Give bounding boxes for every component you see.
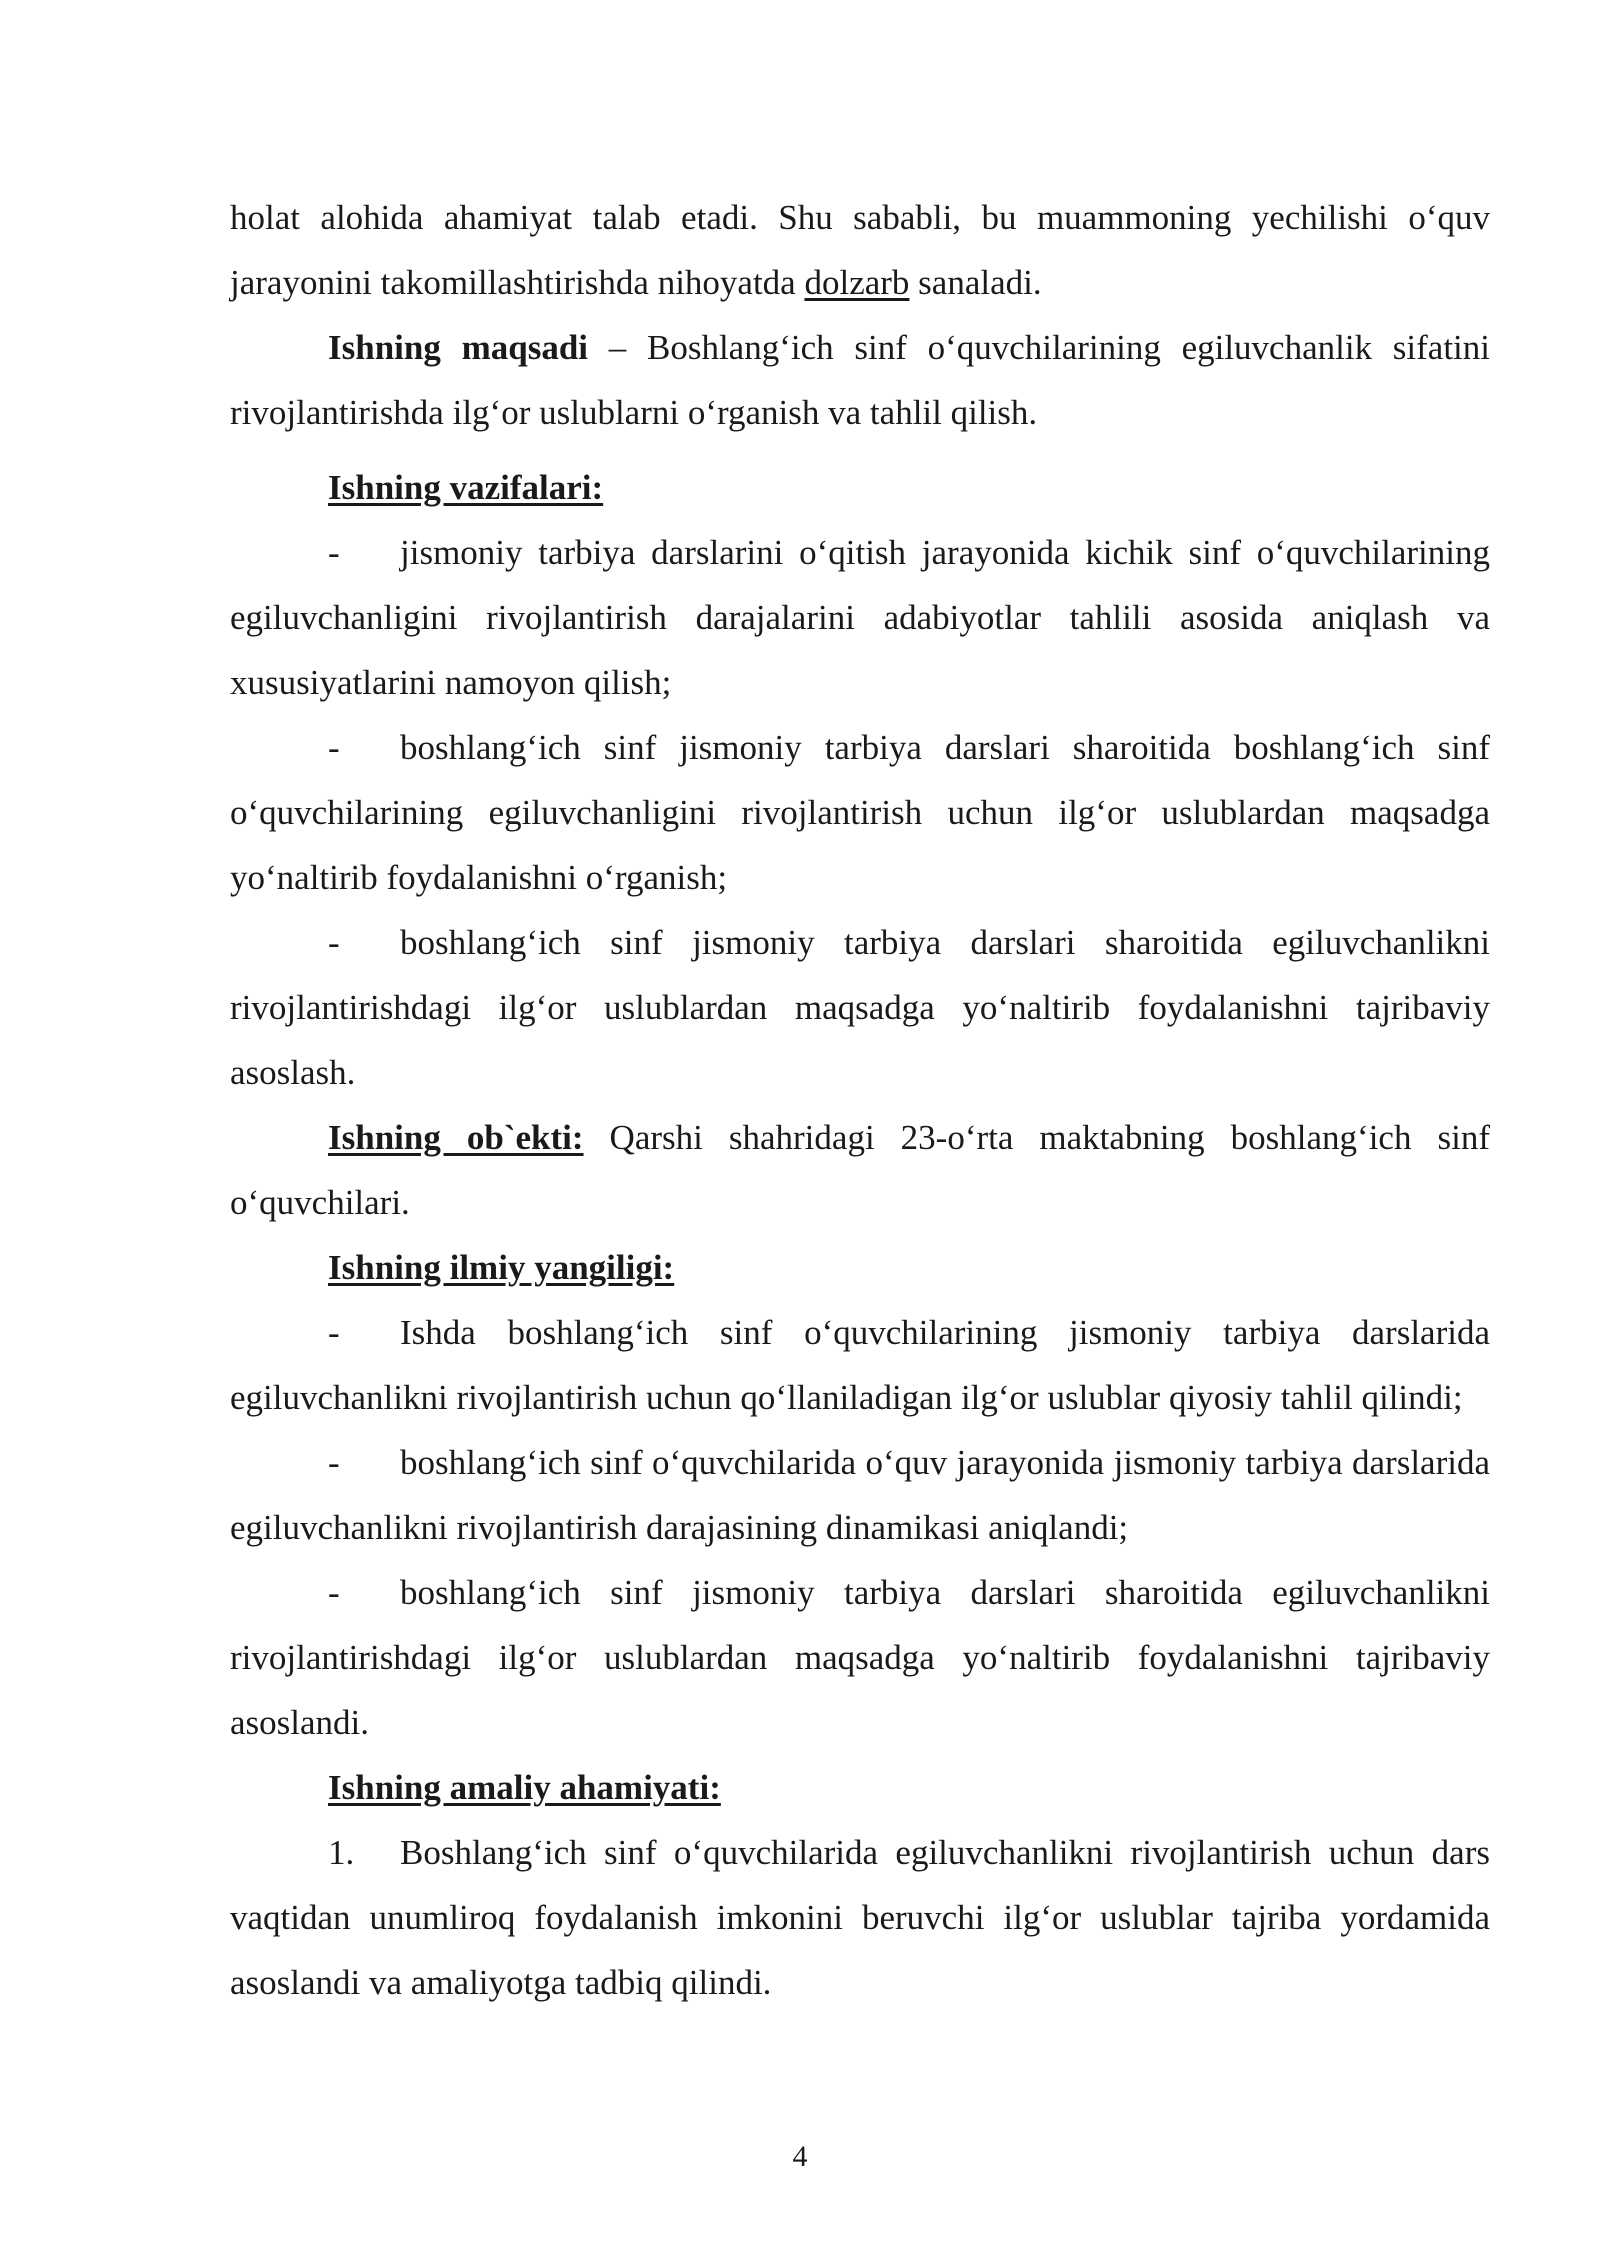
amaliy-heading: Ishning amaliy ahamiyati:	[328, 1768, 721, 1807]
underlined-word-dolzarb: dolzarb	[804, 263, 910, 302]
amaliy-heading-paragraph	[230, 1755, 1490, 1820]
yangilik-item-3	[230, 1560, 1490, 1755]
intro-paragraph	[230, 185, 1490, 315]
intro-text-end: sanaladi.	[909, 263, 1042, 302]
vazifalar-heading-paragraph	[230, 455, 1490, 520]
list-marker: -	[328, 728, 340, 767]
yangilik-heading-paragraph	[230, 1235, 1490, 1300]
vazifa-item-text: jismoniy tarbiya darslarini o‘qitish jarayonida kichik sinf o‘quvchilarining egiluvchanligini rivojlantirish darajalarini adabiyotlar tahlili asosida aniqlash va xususiyatlarini namoyon qilish;	[230, 533, 1490, 702]
vazifa-item-3	[230, 910, 1490, 1105]
yangilik-item-text: boshlang‘ich sinf jismoniy tarbiya darslari sharoitida egiluvchanlikni rivojlantirishdagi ilg‘or uslublardan maqsadga yo‘naltirib foydalanishni tajribaviy asoslandi.	[230, 1573, 1490, 1742]
yangilik-item-text: boshlang‘ich sinf o‘quvchilarida o‘quv jarayonida jismoniy tarbiya darslarida egiluvchanlikni rivojlantirish darajasining dinamikasi aniqlandi;	[230, 1443, 1490, 1547]
vazifa-item-text: boshlang‘ich sinf jismoniy tarbiya darslari sharoitida egiluvchanlikni rivojlantirishdagi ilg‘or uslublardan maqsadga yo‘naltirib foydalanishni tajribaviy asoslash.	[230, 923, 1490, 1092]
maqsad-text: – Boshlang‘ich sinf o‘quvchilarining egiluvchanlik sifatini rivojlantirishda ilg‘or uslublarni o‘rganish va tahlil qilish.	[230, 328, 1491, 432]
yangilik-heading: Ishning ilmiy yangiligi:	[328, 1248, 675, 1287]
yangilik-item-text: Ishda boshlang‘ich sinf o‘quvchilarining jismoniy tarbiya darslarida egiluvchanlikni rivojlantirish uchun qo‘llaniladigan ilg‘or uslublar qiyosiy tahlil qilindi;	[230, 1313, 1490, 1417]
obekt-text: Qarshi shahridagi 23-o‘rta maktabning boshlang‘ich sinf o‘quvchilari.	[230, 1118, 1490, 1222]
maqsad-paragraph	[230, 315, 1490, 445]
list-marker: -	[328, 533, 340, 572]
vazifa-item-2	[230, 715, 1490, 910]
amaliy-item-1	[230, 1820, 1490, 2015]
list-marker: -	[328, 1573, 340, 1612]
yangilik-item-1	[230, 1300, 1490, 1430]
obekt-label: Ishning ob`ekti:	[328, 1118, 584, 1157]
vazifa-item-text: boshlang‘ich sinf jismoniy tarbiya darslari sharoitida boshlang‘ich sinf o‘quvchilarining egiluvchanligini rivojlantirish uchun ilg‘or uslublardan maqsadga yo‘naltirib foydalanishni o‘rganish;	[230, 728, 1490, 897]
amaliy-item-text: Boshlang‘ich sinf o‘quvchilarida egiluvchanlikni rivojlantirish uchun dars vaqtidan unumliroq foydalanish imkonini beruvchi ilg‘or uslublar tajriba yordamida asoslandi va amaliyotga tadbiq qilindi.	[230, 1833, 1490, 2002]
list-marker: -	[328, 923, 340, 962]
list-marker: -	[328, 1313, 340, 1352]
vazifalar-heading: Ishning vazifalari:	[328, 468, 604, 507]
intro-text: holat alohida ahamiyat talab etadi. Shu sababli, bu muammoning yechilishi o‘quv jarayonini takomillashtirishda nihoyatda	[230, 198, 1490, 302]
maqsad-label: Ishning maqsadi	[328, 328, 589, 367]
obekt-paragraph	[230, 1105, 1490, 1235]
page-number: 4	[792, 2140, 808, 2173]
vazifa-item-1	[230, 520, 1490, 715]
list-number: 1.	[328, 1833, 355, 1872]
yangilik-item-2	[230, 1430, 1490, 1560]
list-marker: -	[328, 1443, 340, 1482]
document-page	[230, 185, 1490, 2015]
